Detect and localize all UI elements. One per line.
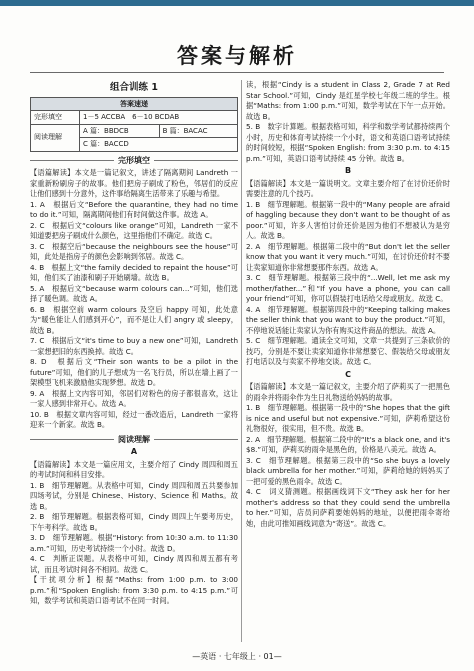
reading-c-answers: C 篇：BACCD [80, 138, 238, 152]
reading-para: 2. A 细节理解题。根据第二段中的“But don't let the seller know that you want it very much.”可知，在讨价还价时不要让卖家知道你非常想要那件东西。故选 A。 [246, 241, 450, 272]
cloze-label: 完形填空 [31, 111, 80, 125]
reading-para: 2. A 细节理解题。根据第二段中的“It's a black one, and it's $8.”可知，萨莉买的雨伞是黑色的，价格是八美元。故选 A。 [246, 434, 450, 454]
cloze-para: 2. C 根据后文“colours like orange”可知，Landreth 一家不知道要把房子刷成什么颜色，这里指他们不确定。故选 C。 [30, 220, 238, 240]
reading-label: 阅读理解 [31, 124, 80, 151]
cloze-para: 8. D 根据后文“Their son wants to be a pilot in the future”可知，他们的儿子想成为一名飞行员，所以在墙上画了一架模型飞机来激励他实现梦想。故选 D。 [30, 357, 238, 387]
reading-para: 【干扰项分析】根据“Maths: from 1:00 p.m. to 3:00 p.m.”和“Spoken English: from 3:30 p.m. to 4:15 p.m.”可知，数学考试和英语口语考试不在同一时间。 [30, 575, 238, 605]
reading-para: 3. D 细节理解题。根据“History: from 10:30 a.m. to 11:30 a.m.”可知，历史考试持续一个小时。故选 D。 [30, 533, 238, 553]
reading-para: 【语篇解读】本文是一篇记叙文，主要介绍了萨莉买了一把黑色的雨伞并将雨伞作为生日礼物送给妈妈的故事。 [246, 382, 450, 402]
page-footer: —英语 · 七年级上 · 01— [192, 652, 282, 661]
cloze-para: 4. B 根据上文“the family decided to repaint the house”可知，他们买了油漆和刷子开始刷墙。故选 B。 [30, 262, 238, 282]
reading-para: 4. C 判断正误题。从表格中可知，Cindy 周四和周五都有考试，而且考试时间各不相同。故选 C。 [30, 554, 238, 574]
reading-para: 1. B 细节理解题。根据第一段中的“Many people are afraid of haggling because they don't want to be thought of as poor.”可知，许多人害怕讨价还价是因为他们不想被认为是穷人。故选 B。 [246, 199, 450, 240]
column-divider [241, 80, 242, 642]
cloze-para: 5. A 根据后文“because warm colours can...”可知，他们选择了暖色调。故选 A。 [30, 283, 238, 303]
top-color-bar [0, 0, 474, 6]
left-column [30, 80, 238, 607]
answer-table [30, 97, 238, 152]
reading-para: 【语篇解读】本文是一篇应用文，主要介绍了 Cindy 周四和周五的考试时间和科目安排。 [30, 459, 238, 479]
cloze-section-head: 完形填空 [30, 156, 238, 167]
reading-para: 1. B 细节理解题。从表格中可知，Cindy 周四和周五共要参加四场考试，分别是 Chinese、History、Science 和 Maths。故选 B。 [30, 480, 238, 511]
cloze-para: 10. B 根据文章内容可知，经过一番改造后，Landreth 一家将迎来一个新家。故选 B。 [30, 409, 238, 429]
reading-sub-c: C [345, 369, 351, 379]
reading-para: 4. C 词义猜测题。根据画线词下文“They ask her for her mother's address so that they could send the umbrella to her.”可知，店员问萨莉要她妈妈的地址，以便把雨伞寄给她，由此可推知画线词意为“寄送”。故选 C。 [246, 487, 450, 528]
reading-para: 3. C 细节理解题。根据第三段中的“...Well, let me ask my mother/father...”和“If you have a phone, you can call your friend”可知，你可以假装打电话给父母或朋友。故选 C。 [246, 273, 450, 303]
group-title: 组合训练 1 [110, 82, 158, 93]
cloze-para: 9. A 根据上文内容可知，邻居们对粉色的房子都很喜欢，这让一家人感到非常开心。故选 A。 [30, 388, 238, 408]
page-title: 答案与解析 [177, 43, 297, 68]
answer-table-header: 答案速递 [31, 97, 238, 111]
reading-para: 5. C 细节理解题。通读全文可知，文章一共提到了三条砍价的技巧，分别是不要让卖家知道你非常想要它、假装给父母或朋友打电话以及与卖家不停地交谈。故选 C。 [246, 336, 450, 366]
reading-sub-a: A [130, 447, 138, 456]
reading-sub-b: B [344, 166, 352, 175]
reading-para: 4. A 细节理解题。根据第四段中的“Keeping talking makes the seller think that you want to buy the product.”可知，不停地说话能让卖家认为你有购买这件商品的想法。故选 A。 [246, 304, 450, 335]
reading-para: 5. B 数字计算题。根据表格可知，科学和数学考试都持续两个小时，历史和体育考试持续一个小时，语文和英语口语考试持续的时间较短，根据“Spoken English: from 3:30 p.m. to 4:15 p.m.”可知，英语口语考试持续 45 分钟。故选 B。 [246, 122, 450, 163]
title-rule [30, 72, 444, 73]
cloze-para: 1. A 根据后文“Before the quarantine, they had no time to do it.”可知，隔离期间他们有时间做这件事。故选 A。 [30, 199, 238, 219]
cloze-para: 3. C 根据空后“because the neighbours see the house”可知，此处是指房子的颜色会影响到邻居。故选 C。 [30, 241, 238, 261]
cloze-para: 6. B 根据空前 warm colours 及空后 happy 可知，此处意为“暖色能让人们感到开心”，而不是让人们 angry 或 sleepy，故选 B。 [30, 304, 238, 335]
reading-para: 2. B 细节理解题。根据表格可知，Cindy 周四上午要考历史，下午考科学。故选 B。 [30, 512, 238, 532]
reading-para: 1. B 细节理解题。根据第一段中的“She hopes that the gift is nice and useful but not expensive.”可知，萨莉希望这份礼物很好，很实用，但不贵。故选 B。 [246, 403, 450, 433]
reading-para: 【语篇解读】本文是一篇说明文。文章主要介绍了在讨价还价时需要注意的几个技巧。 [246, 178, 450, 198]
cloze-para: 【语篇解读】本文是一篇记叙文，讲述了隔离期间 Landreth 一家重新粉刷房子的故事。他们把房子刷成了粉色，邻居们的反应让他们感到十分意外，这件事给隔离生活带来了乐趣与希望。 [30, 168, 238, 198]
right-column [246, 80, 450, 529]
cloze-answers: 1－5 ACCBA 6－10 BCDAB [80, 111, 238, 125]
cloze-para: 7. C 根据后文“it's time to buy a new one”可知，Landreth 一家想把旧的东西换掉。故选 C。 [30, 336, 238, 356]
reading-para: 3. C 细节理解题。根据第三段中的“So she buys a lovely black umbrella for her mother.”可知，萨莉给她的妈妈买了一把可爱的黑色雨伞。故选 C。 [246, 455, 450, 486]
reading-a-answers: A 篇：BBDCB [80, 124, 160, 138]
reading-para: 读，根据“Cindy is a student in Class 2, Grade 7 at Red Star School.”可知，Cindy 是红星学校七年级二班的学生。根据“Maths: from 1:00 p.m.”可知，数学考试在下午一点开始。故选 B。 [246, 80, 450, 121]
reading-b-answers: B 篇：BACAC [159, 124, 237, 138]
reading-section-head: 阅读理解 [30, 435, 238, 446]
